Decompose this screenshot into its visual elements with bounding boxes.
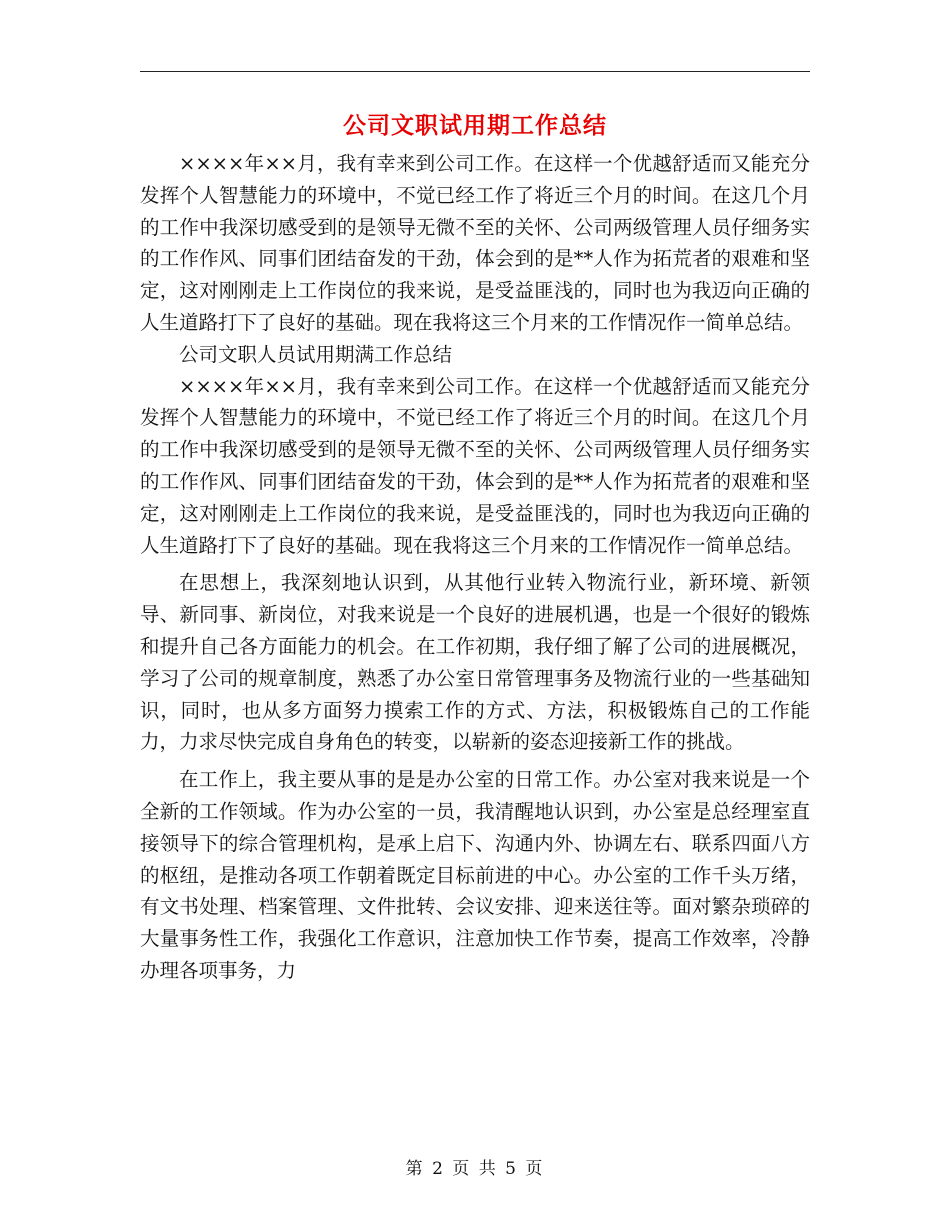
paragraph-intro: ××××年××月，我有幸来到公司工作。在这样一个优越舒适而又能充分发挥个人智慧能力的环境中，不觉已经工作了将近三个月的时间。在这几个月的工作中我深切感受到的是领导无微不至的关怀、公司两级管理人员仔细务实的工作作风、同事们团结奋发的干劲，体会到的是**人作为拓荒者的艰难和坚定，这对刚刚走上工作岗位的我来说，是受益匪浅的，同时也为我迈向正确的人生道路打下了良好的基础。现在我将这三个月来的工作情况作一简单总结。 (140, 152, 810, 334)
paragraph-subtitle: 公司文职人员试用期满工作总结 (179, 342, 453, 366)
paragraph-intro-repeat: ××××年××月，我有幸来到公司工作。在这样一个优越舒适而又能充分发挥个人智慧能力的环境中，不觉已经工作了将近三个月的时间。在这几个月的工作中我深切感受到的是领导无微不至的关怀、公司两级管理人员仔细务实的工作作风、同事们团结奋发的干劲，体会到的是**人作为拓荒者的艰难和坚定，这对刚刚走上工作岗位的我来说，是受益匪浅的，同时也为我迈向正确的人生道路打下了良好的基础。现在我将这三个月来的工作情况作一简单总结。 (140, 374, 810, 557)
page-number: 第 2 页 共 5 页 (405, 1159, 545, 1179)
header-rule (140, 71, 810, 72)
paragraph-thinking: 在思想上，我深刻地认识到，从其他行业转入物流行业，新环境、新领导、新同事、新岗位，对我来说是一个良好的进展机遇，也是一个很好的锻炼和提升自己各方面能力的机会。在工作初期，我仔细了解了公司的进展概况，学习了公司的规章制度，熟悉了办公室日常管理事务及物流行业的一些基础知识，同时，也从多方面努力摸索工作的方式、方法，积极锻炼自己的工作能力，力求尽快完成自身角色的转变，以崭新的姿态迎接新工作的挑战。 (140, 571, 810, 754)
document-title: 公司文职试用期工作总结 (343, 112, 607, 139)
paragraph-work: 在工作上，我主要从事的是是办公室的日常工作。办公室对我来说是一个全新的工作领域。作为办公室的一员，我清醒地认识到，办公室是总经理室直接领导下的综合管理机构，是承上启下、沟通内外、协调左右、联系四面八方的枢纽，是推动各项工作朝着既定目标前进的中心。办公室的工作千头万绪，有文书处理、档案管理、文件批转、会议安排、迎来送往等。面对繁杂琐碎的大量事务性工作，我强化工作意识，注意加快工作节奏，提高工作效率，冷静办理各项事务，力 (140, 768, 810, 982)
document-body (140, 148, 810, 987)
